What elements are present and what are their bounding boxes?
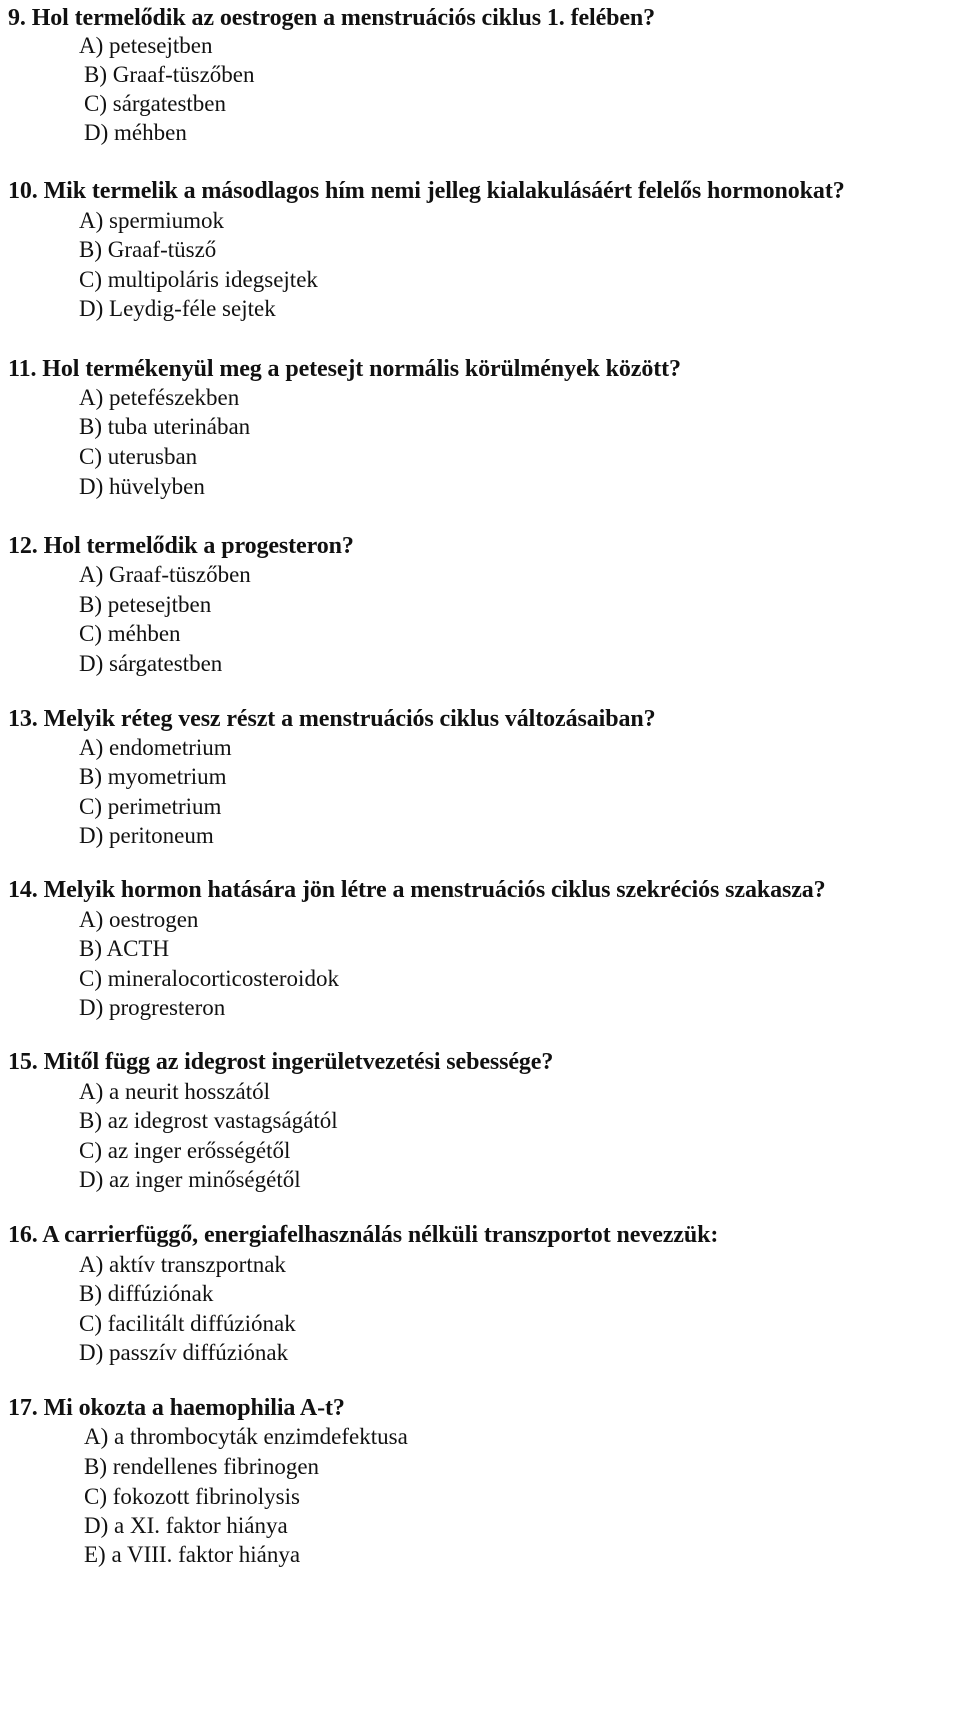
question-13-option-c: C) perimetrium [79,794,222,819]
question-13-option-d: D) peritoneum [79,823,214,848]
question-13-option-a: A) endometrium [79,735,232,760]
question-12-option-c: C) méhben [79,621,181,646]
question-12-option-d: D) sárgatestben [79,651,223,676]
question-13-title: 13. Melyik réteg vesz részt a menstruációs ciklus változásaiban? [8,706,656,732]
question-12-option-b: B) petesejtben [79,592,212,617]
question-13-option-b: B) myometrium [79,764,227,789]
question-14-option-b: B) ACTH [79,936,170,961]
question-17-title: 17. Mi okozta a haemophilia A-t? [8,1395,345,1421]
question-15-option-d: D) az inger minőségétől [79,1167,301,1192]
question-15-option-b: B) az idegrost vastagságától [79,1108,338,1133]
question-9-option-b: B) Graaf-tüszőben [84,62,255,87]
question-16-option-c: C) facilitált diffúziónak [79,1311,296,1336]
question-11-option-a: A) petefészekben [79,385,240,410]
question-17-option-c: C) fokozott fibrinolysis [84,1484,300,1509]
question-9-title: 9. Hol termelődik az oestrogen a menstruációs ciklus 1. felében? [8,5,656,31]
question-16-option-a: A) aktív transzportnak [79,1252,286,1277]
question-10-title: 10. Mik termelik a másodlagos hím nemi jelleg kialakulásáért felelős hormonokat? [8,178,845,204]
question-17-option-e: E) a VIII. faktor hiánya [84,1542,301,1567]
question-9-option-a: A) petesejtben [79,33,213,58]
question-11-title: 11. Hol termékenyül meg a petesejt normális körülmények között? [8,356,681,382]
question-11-option-b: B) tuba uterinában [79,414,251,439]
question-14-option-d: D) progresteron [79,995,226,1020]
question-10-option-a: A) spermiumok [79,208,225,233]
question-16-option-d: D) passzív diffúziónak [79,1340,289,1365]
question-15-option-c: C) az inger erősségétől [79,1138,291,1163]
question-17-option-d: D) a XI. faktor hiánya [84,1513,288,1538]
question-15-option-a: A) a neurit hosszától [79,1079,270,1104]
question-16-title: 16. A carrierfüggő, energiafelhasználás nélküli transzportot nevezzük: [8,1222,719,1248]
question-9-option-c: C) sárgatestben [84,91,227,116]
question-17-option-b: B) rendellenes fibrinogen [84,1454,320,1479]
question-14-option-c: C) mineralocorticosteroidok [79,966,339,991]
question-12-option-a: A) Graaf-tüszőben [79,562,251,587]
question-10-option-b: B) Graaf-tüsző [79,237,217,262]
question-10-option-d: D) Leydig-féle sejtek [79,296,276,321]
question-14-title: 14. Melyik hormon hatására jön létre a menstruációs ciklus szekréciós szakasza? [8,877,826,903]
question-15-title: 15. Mitől függ az idegrost ingerületvezetési sebessége? [8,1049,554,1075]
question-16-option-b: B) diffúziónak [79,1281,214,1306]
question-10-option-c: C) multipoláris idegsejtek [79,267,318,292]
question-9-option-d: D) méhben [84,120,187,145]
question-17-option-a: A) a thrombocyták enzimdefektusa [84,1424,408,1449]
question-12-title: 12. Hol termelődik a progesteron? [8,533,354,559]
question-11-option-d: D) hüvelyben [79,474,205,499]
question-11-option-c: C) uterusban [79,444,198,469]
question-14-option-a: A) oestrogen [79,907,199,932]
